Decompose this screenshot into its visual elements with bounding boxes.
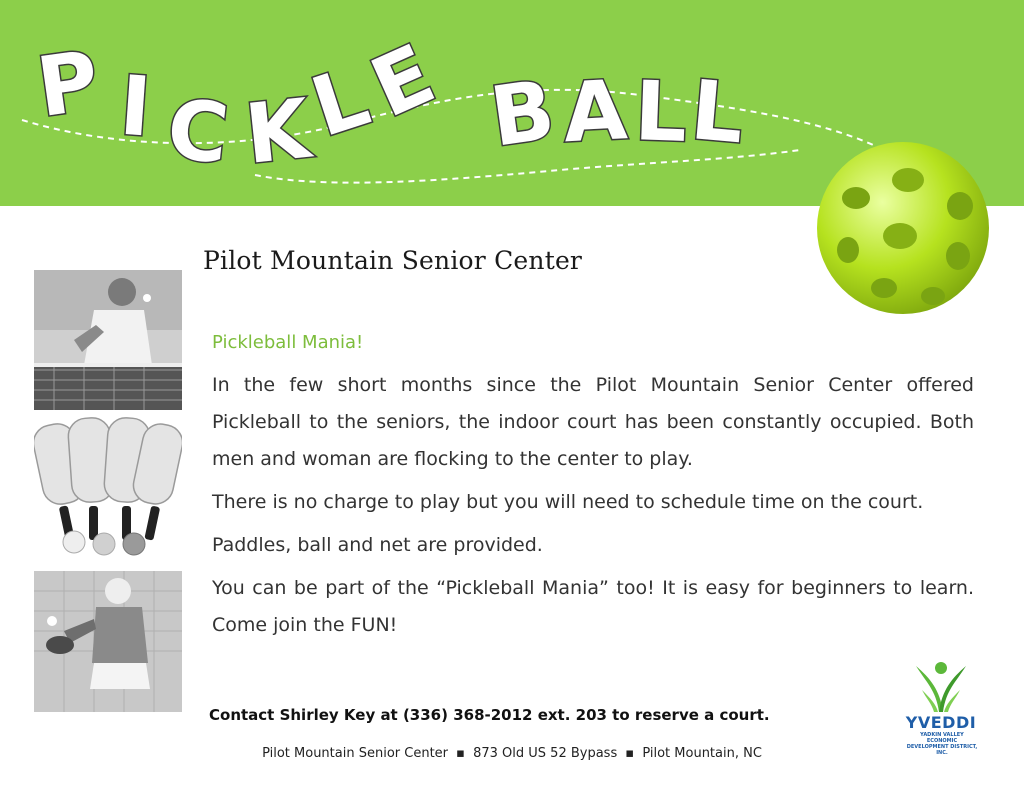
title-letter: B [485,62,561,166]
title-letter: K [240,81,315,183]
title-letter: L [687,63,748,163]
title-letter: L [301,49,381,156]
title-letter: A [560,63,630,162]
footer-org: Pilot Mountain Senior Center [262,746,449,761]
title-letter: P [31,33,105,136]
footer-city: Pilot Mountain, NC [642,746,762,761]
contact-line: Contact Shirley Key at (336) 368-2012 ext. 203 to reserve a court. [209,706,770,724]
yveddi-logo [902,660,980,756]
title-letter: L [633,64,689,161]
photo-woman-playing [34,571,182,712]
photo-man-playing [34,270,182,410]
logo-name: YVEDDI [905,713,977,732]
article-body [212,331,974,650]
footer-separator: ▪ [456,746,465,761]
footer-street: 873 Old US 52 Bypass [473,746,618,761]
article-paragraph: There is no charge to play but you will need to schedule time on the court. [212,491,924,513]
article-headline: Pickleball Mania! [212,332,364,353]
title-letter: I [116,58,154,156]
center-title: Pilot Mountain Senior Center [203,246,583,275]
photo-paddles [34,414,182,559]
footer-separator: ▪ [625,746,635,761]
article-paragraph: Paddles, ball and net are provided. [212,534,543,556]
footer-address [0,746,1024,761]
logo-tagline: YADKIN VALLEY ECONOMIC DEVELOPMENT DISTRICT, INC. [906,732,978,756]
article-paragraph: In the few short months since the Pilot Mountain Senior Center offered Pickleball to the seniors, the indoor court has been constantly occupied. Both men and woman are flocking to the center to play. [212,374,974,470]
pickleball-ball-image [808,138,998,318]
title-letter: E [358,27,448,137]
title-letter: C [162,81,233,183]
article-paragraph: You can be part of the “Pickleball Mania” too! It is easy for beginners to learn. Come join the FUN! [212,577,974,636]
logo-figure-icon [902,660,980,716]
